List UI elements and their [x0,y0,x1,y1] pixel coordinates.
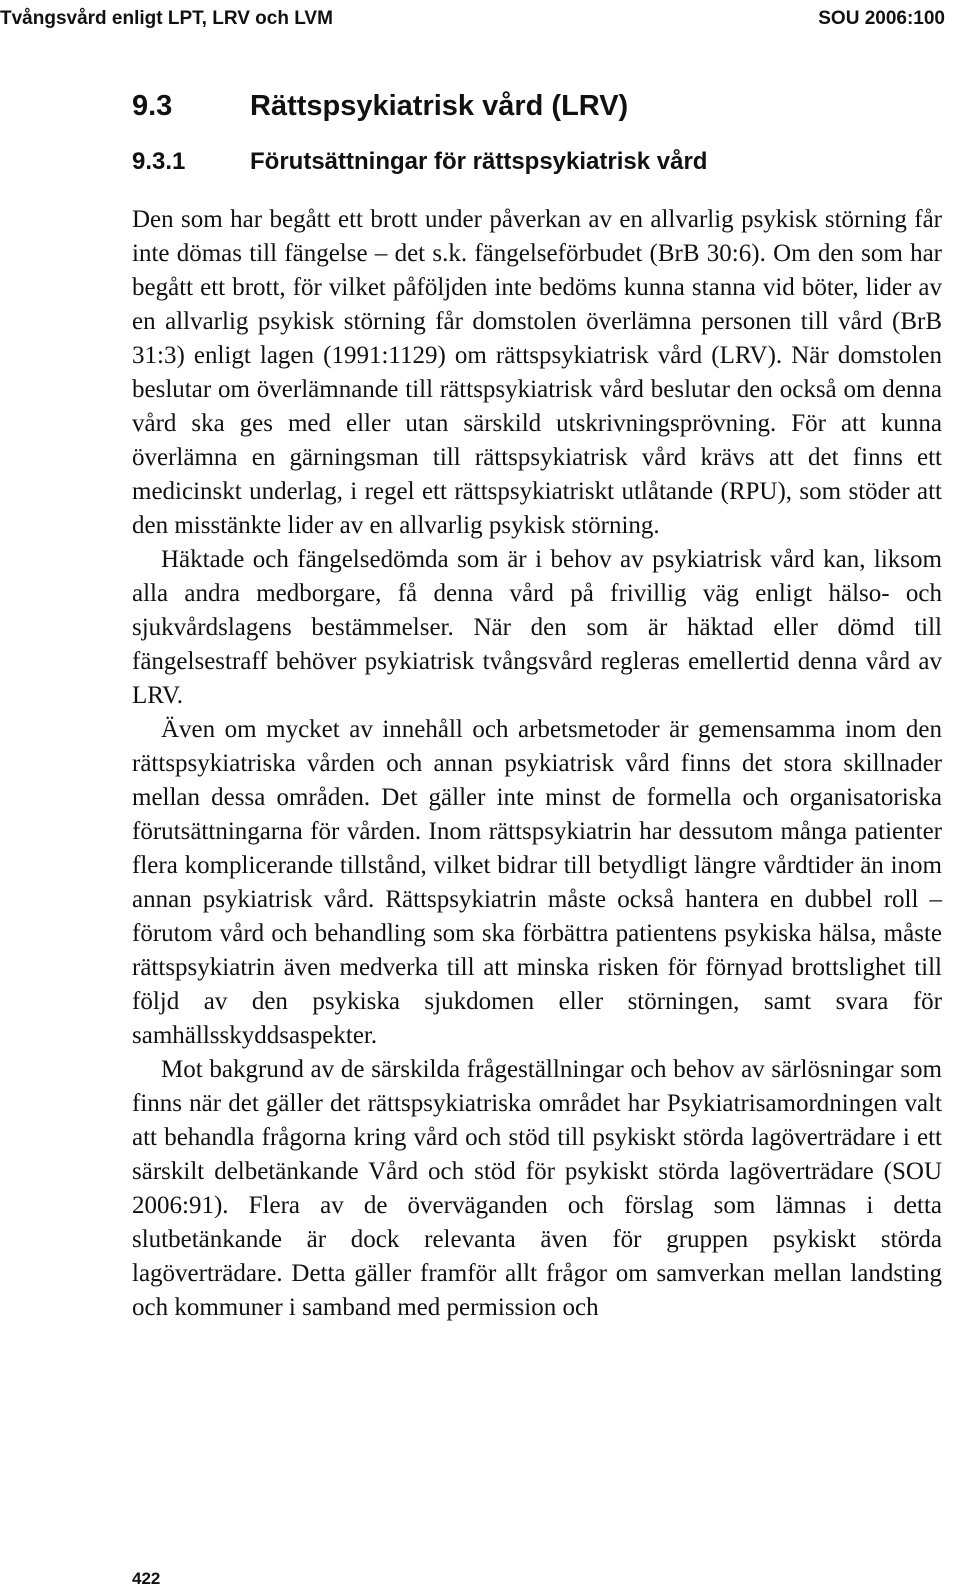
subsection-number: 9.3.1 [132,148,186,175]
running-header-title: Tvångsvård enligt LPT, LRV och LVM [0,8,333,29]
paragraph: Häktade och fängelsedömda som är i behov av psykiatrisk vård kan, liksom alla andra medborgare, få denna vård på frivillig väg enligt hälso- och sjukvårdslagens bestämmelser. När den som är häktad eller dömd till fängelsestraff behöver psykiatrisk tvångsvård regleras emellertid denna vård av LRV. [132,546,942,709]
section-heading [132,86,628,126]
paragraph: Mot bakgrund av de särskilda frågeställningar och behov av särlösningar som finns när det gäller det rättspsykiatriska området har Psykiatrisamordningen valt att behandla frågorna kring vård och stöd till psykiskt störda lagöverträdare i ett särskilt delbetänkande Vård och stöd för psykiskt störda lagöverträdare (SOU 2006:91). Flera av de överväganden och förslag som lämnas i detta slutbetänkande är dock relevanta även för gruppen psykiskt störda lagöverträdare. Detta gäller framför allt frågor om samverkan mellan landsting och kommuner i samband med permission och [132,1056,942,1321]
paragraph: Den som har begått ett brott under påverkan av en allvarlig psykisk störning får inte dömas till fängelse – det s.k. fängelseförbudet (BrB 30:6). Om den som har begått ett brott, för vilket påföljden inte bedöms kunna stanna vid böter, lider av en allvarlig psykisk störning får domstolen överlämna personen till vård (BrB 31:3) enligt lagen (1991:1129) om rättspsykiatrisk vård (LRV). När domstolen beslutar om överlämnande till rättspsykiatrisk vård beslutar den också om denna vård ska ges med eller utan särskild utskrivningsprövning. För att kunna överlämna en gärningsman till rättspsykiatrisk vård krävs att det finns ett medicinskt underlag, i regel ett rättspsykiatriskt utlåtande (RPU), som stöder att den misstänkte lider av en allvarlig psykisk störning. [132,206,942,539]
running-header [0,4,945,34]
section-number: 9.3 [132,90,173,122]
subsection-title: Förutsättningar för rättspsykiatrisk vård [250,148,708,175]
section-title: Rättspsykiatrisk vård (LRV) [250,90,629,122]
paragraph: Även om mycket av innehåll och arbetsmetoder är gemensamma inom den rättspsykiatriska vården och annan psykiatrisk vård finns det stora skillnader mellan dessa områden. Det gäller inte minst de formella och organisatoriska förutsättningarna för vården. Inom rättspsykiatrin har dessutom många patienter flera komplicerande tillstånd, vilket bidrar till betydligt längre vårdtider än inom annan psykiatrisk vård. Rättspsykiatrin måste också hantera en dubbel roll – förutom vård och behandling som ska förbättra patientens psykiska hälsa, måste rättspsykiatrin även medverka till att minska risken för förnyad brottslighet till följd av den psykiska sjukdomen eller störningen, samt svara för samhällsskyddsaspekter. [132,716,942,1049]
running-header-report-id: SOU 2006:100 [818,8,945,29]
subsection-heading [132,144,707,180]
page-number: 422 [132,1569,161,1588]
body-text [132,203,942,1325]
